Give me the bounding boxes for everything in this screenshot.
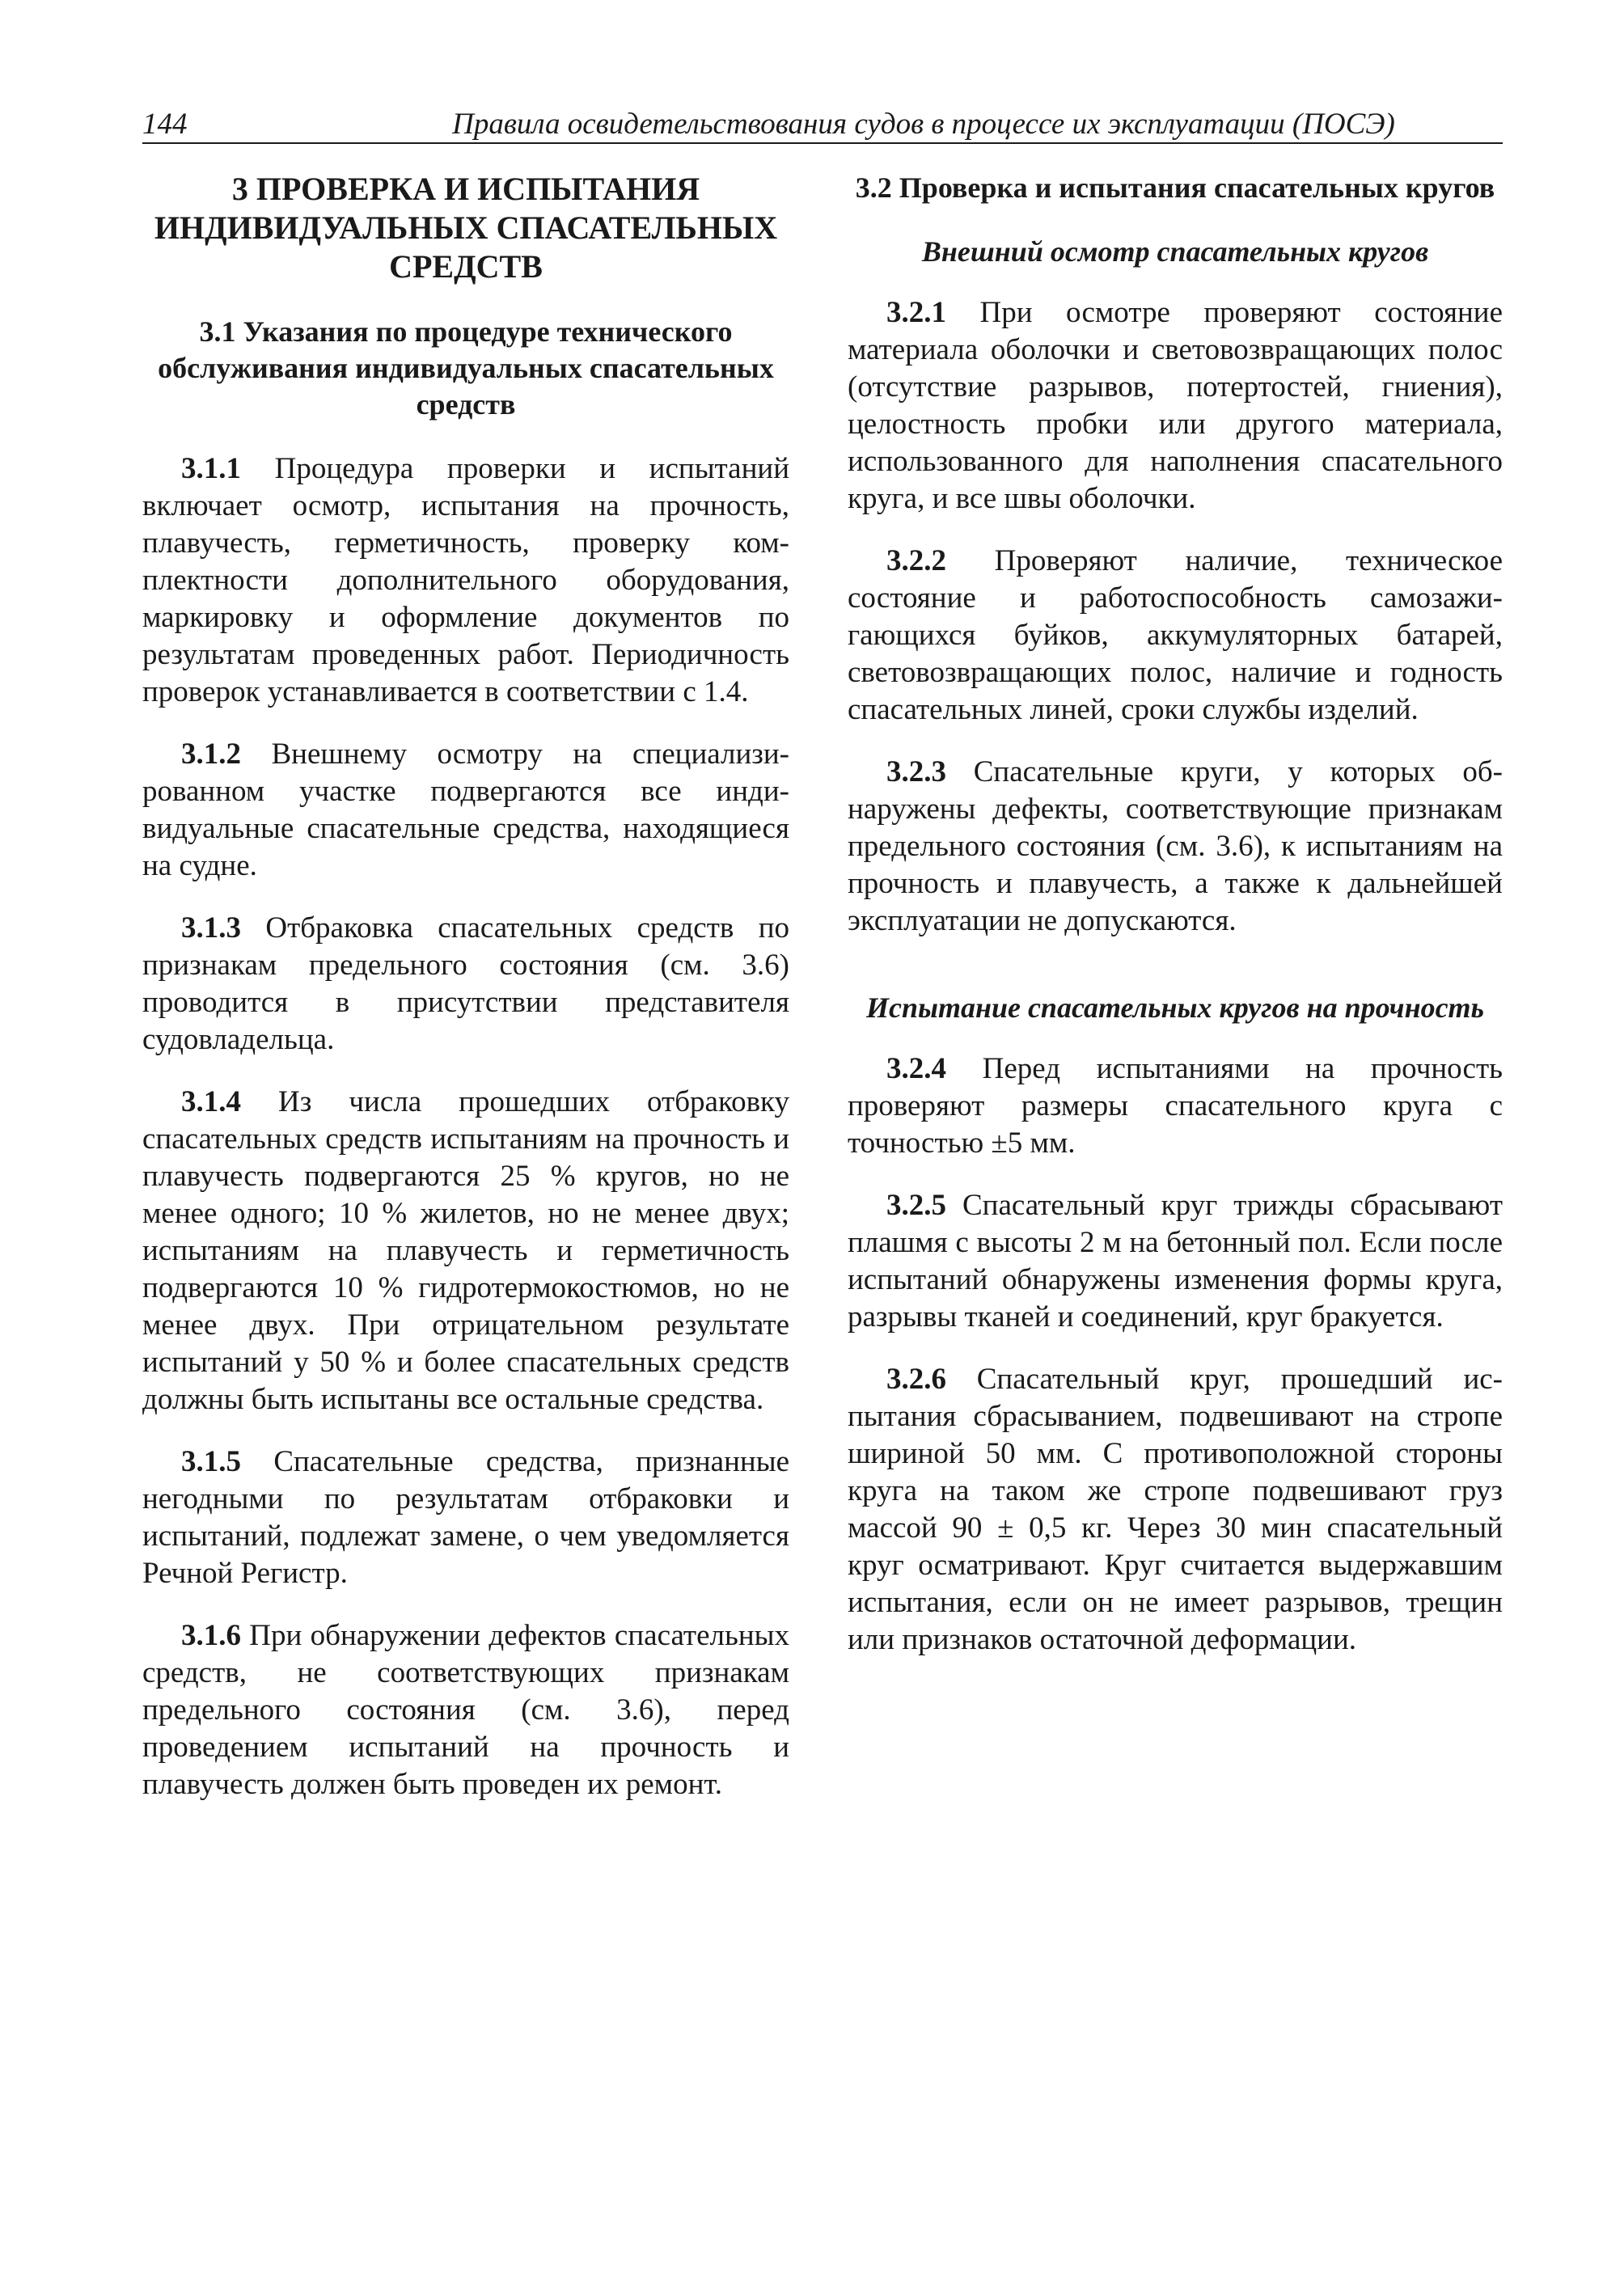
paragraph-number: 3.1.3 [181,911,241,945]
paragraph-number: 3.2.1 [886,296,946,329]
paragraph-3-1-5 [142,1443,789,1592]
paragraph-text: Процедура проверки и испытаний включает осмотр, испытания на прочность, плавучесть, герметичность, проверку комплектности дополнительного оборудования, маркировку и оформление документов по результатам проведенных работ. Периодичность проверок устанавливается в соответствии с 1.4. [142,452,790,708]
paragraph-number: 3.2.2 [886,544,946,577]
paragraph-text: Спасательные средства, признанные негодными по результатам отбраковки и испытаний, подлежат замене, о чем уведомляется Речной Регистр. [142,1445,789,1590]
paragraph-text: Спасательный круг трижды сбрасывают плашмя с высоты 2 м на бетонный пол. Если после испытаний обнаружены изменения формы круга, разрывы тканей и соединений, круг бракуется. [848,1189,1503,1334]
right-column [848,170,1503,1684]
paragraph-3-2-3 [848,754,1503,940]
subsection-title-strength-test: Испытание спасательных кругов на прочность [865,991,1485,1024]
paragraph-3-1-2 [142,736,789,885]
paragraph-number: 3.1.2 [181,738,241,771]
paragraph-3-1-3 [142,910,789,1059]
paragraph-3-2-2 [848,543,1503,729]
page-header [142,107,1503,144]
paragraph-text: Отбраковка спасательных средств по признакам предельного состояния (см. 3.6) проводится в присутствии представителя судовладельца. [142,911,790,1056]
chapter-title: 3 ПРОВЕРКА И ИСПЫТАНИЯ ИНДИВИДУАЛЬНЫХ СПАСАТЕЛЬНЫХ СРЕДСТВ [154,171,778,285]
subsection-title-inspection: Внешний осмотр спасательных кругов [921,235,1429,268]
paragraph-text: Проверяют наличие, техническое состояние и работоспособность самозажигающихся буйков, аккумуляторных батарей, световозвращающих полос, наличие и годность спасательных линей, сроки службы изделий. [848,544,1503,726]
paragraph-number: 3.1.1 [181,452,241,485]
paragraph-3-1-1 [142,450,789,711]
section-title-3-1: 3.1 Указания по процедуре технического обслуживания индивидуальных спасательных средств [158,315,774,421]
paragraph-text: При осмотре проверяют состояние материала оболочки и световозвращающих полос (отсутствие разрывов, потертостей, гниения), целостность пробки или другого материала, использованного для наполнения спасательного круга, и все швы оболочки. [848,296,1503,515]
paragraph-text: Из числа прошедших отбраковку спасательных средств испытаниям на прочность и плавучесть подвергаются 25 % кругов, но не менее одного; 10 % жилетов, но не менее двух; испытаниям на плавучесть и герметичность подвергаются 10 % гидротермокостюмов, но не менее двух. При отрицательном результате испытаний у 50 % и более спасательных средств должны быть испытаны все остальные средства. [142,1085,789,1416]
paragraph-number: 3.2.5 [886,1189,946,1222]
page-number: 144 [142,108,188,141]
paragraph-text: При обнаружении дефектов спасательных средств, не соответствующих признакам предельного состояния (см. 3.6), перед проведением испытаний на прочность и плавучесть должен быть проведен их ремонт. [142,1619,789,1801]
paragraph-number: 3.2.6 [886,1363,946,1396]
paragraph-text: Внешнему осмотру на специализированном участке подвергаются все индивидуальные спасательные средства, находящиеся на судне. [142,738,789,882]
section-title-3-2: 3.2 Проверка и испытания спасательных кругов [855,171,1495,204]
paragraph-number: 3.1.4 [181,1085,241,1118]
paragraph-number: 3.1.5 [181,1445,241,1478]
paragraph-3-2-1 [848,294,1503,518]
paragraph-text: Спасательные круги, у которых обнаружены дефекты, соответствующие признакам предельного состояния (см. 3.6), к испытаниям на прочность и плавучесть, а также к дальнейшей эксплуатации не допускаются. [848,755,1503,937]
paragraph-number: 3.2.4 [886,1052,946,1085]
paragraph-3-1-4 [142,1084,789,1418]
paragraph-text: Спасательный круг, прошедший испытания сбрасыванием, подвешивают на стропе шириной 50 мм. С противоположной стороны круга на таком же стропе подвешивают груз массой 90 ± 0,5 кг. Через 30 мин спасательный круг осматривают. Круг считается выдержавшим испытания, если он не имеет разрывов, трещин или признаков остаточной деформации. [848,1363,1503,1656]
paragraph-3-1-6 [142,1617,789,1803]
left-column [142,170,789,1828]
paragraph-3-2-4 [848,1050,1503,1162]
paragraph-number: 3.2.3 [886,755,946,788]
paragraph-text: Перед испытаниями на прочность проверяют размеры спасательного круга с точностью ±5 мм. [848,1052,1503,1160]
paragraph-number: 3.1.6 [181,1619,241,1652]
paragraph-3-2-5 [848,1187,1503,1336]
running-title: Правила освидетельствования судов в процессе их эксплуатации (ПОСЭ) [452,108,1395,141]
paragraph-3-2-6 [848,1361,1503,1659]
